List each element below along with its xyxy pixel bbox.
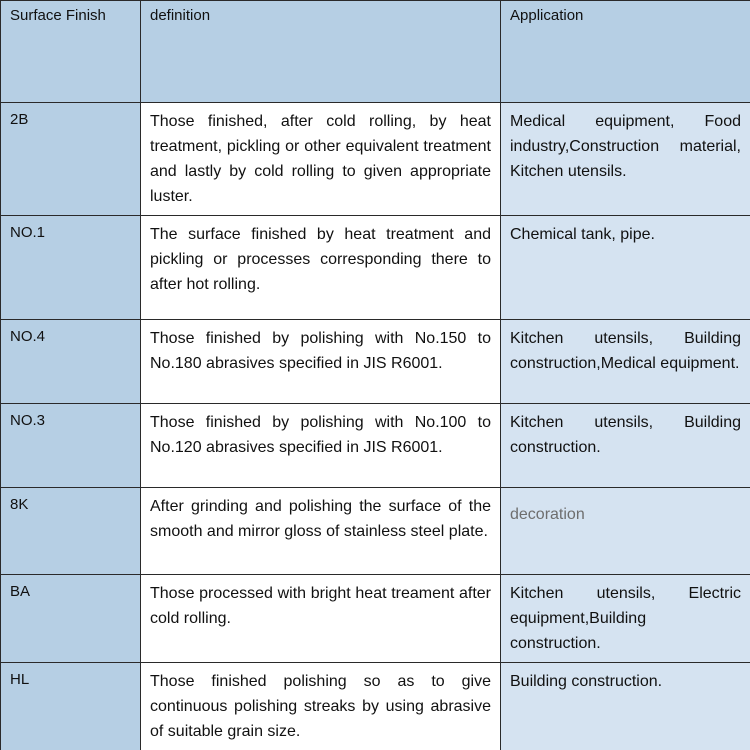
application-cell: Chemical tank, pipe. xyxy=(501,216,750,320)
application-cell: Medical equipment, Food industry,Construction material, Kitchen utensils. xyxy=(501,103,750,216)
application-cell: Kitchen utensils, Electric equipment,Building construction. xyxy=(501,575,750,663)
header-definition: definition xyxy=(141,1,501,103)
finish-cell: NO.1 xyxy=(1,216,141,320)
application-cell: Building construction. xyxy=(501,663,750,750)
table-row xyxy=(1,663,750,750)
finish-cell: HL xyxy=(1,663,141,750)
finish-cell: NO.3 xyxy=(1,404,141,488)
finish-cell: NO.4 xyxy=(1,320,141,404)
application-cell: decoration xyxy=(501,488,750,575)
application-cell: Kitchen utensils, Building construction. xyxy=(501,404,750,488)
table-row xyxy=(1,404,750,488)
table-row xyxy=(1,103,750,216)
definition-cell: Those finished polishing so as to give continuous polishing streaks by using abrasive of suitable grain size. xyxy=(141,663,501,750)
definition-cell: The surface finished by heat treatment and pickling or processes corresponding there to after hot rolling. xyxy=(141,216,501,320)
table-row xyxy=(1,216,750,320)
finish-cell: BA xyxy=(1,575,141,663)
finish-cell: 2B xyxy=(1,103,141,216)
header-row xyxy=(1,1,750,103)
header-surface-finish: Surface Finish xyxy=(1,1,141,103)
table-row xyxy=(1,320,750,404)
table-row xyxy=(1,575,750,663)
definition-cell: Those finished, after cold rolling, by heat treatment, pickling or other equivalent treatment and lastly by cold rolling to given appropriate luster. xyxy=(141,103,501,216)
application-cell: Kitchen utensils, Building construction,Medical equipment. xyxy=(501,320,750,404)
definition-cell: Those processed with bright heat treament after cold rolling. xyxy=(141,575,501,663)
finish-cell: 8K xyxy=(1,488,141,575)
table-row xyxy=(1,488,750,575)
header-application: Application xyxy=(501,1,750,103)
definition-cell: Those finished by polishing with No.150 to No.180 abrasives specified in JIS R6001. xyxy=(141,320,501,404)
definition-cell: Those finished by polishing with No.100 to No.120 abrasives specified in JIS R6001. xyxy=(141,404,501,488)
definition-cell: After grinding and polishing the surface of the smooth and mirror gloss of stainless steel plate. xyxy=(141,488,501,575)
